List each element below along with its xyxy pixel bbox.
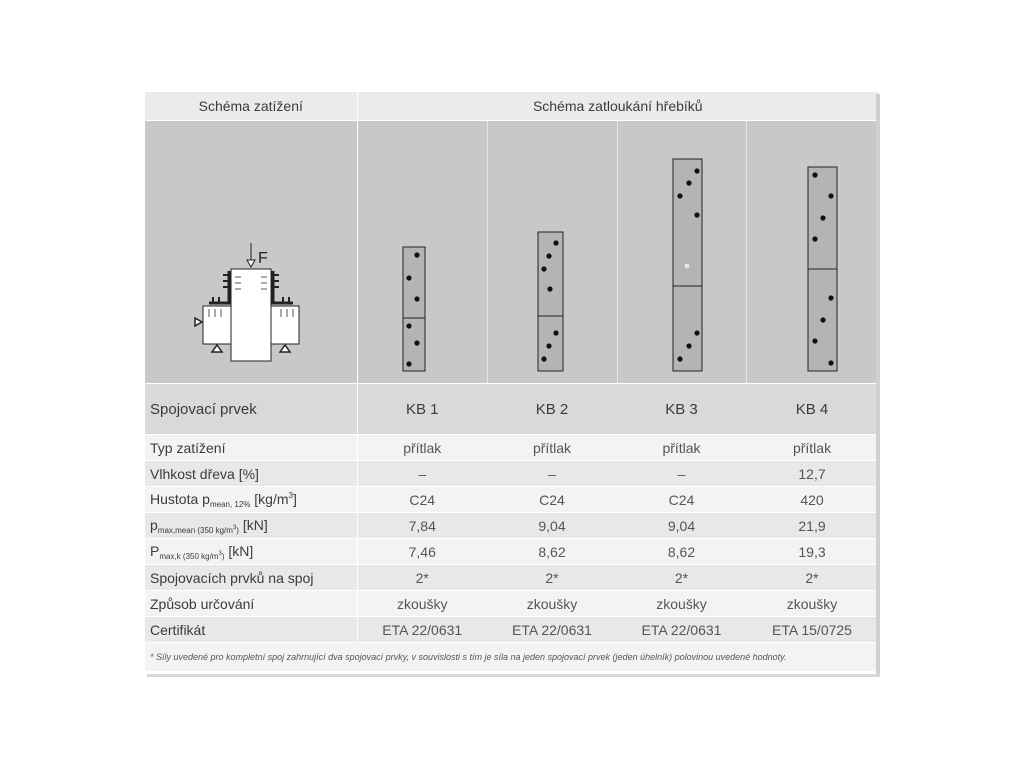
load-scheme-heading: Schéma zatížení <box>145 92 357 121</box>
table-cell: ETA 22/0631 <box>487 617 617 643</box>
nail-pattern-kb1 <box>358 121 488 383</box>
force-arrow-head <box>247 260 255 267</box>
table-cell: 7,84 <box>357 513 487 539</box>
specification-sheet <box>145 92 878 674</box>
load-scheme-diagram <box>145 121 357 383</box>
row-label: Typ zatížení <box>145 435 357 461</box>
left-bearing-support-icon <box>212 345 222 352</box>
table-cell: 12,7 <box>746 461 878 487</box>
table-cell: 2* <box>746 565 878 591</box>
row-label <box>145 513 357 539</box>
connector-label: Spojovací prvek <box>145 384 357 435</box>
table-cell: 7,46 <box>357 539 487 565</box>
nail-pattern-kb1-cell <box>357 121 487 384</box>
sheet-shadow-bottom <box>147 674 880 677</box>
pilot-hole <box>684 264 689 269</box>
table-row-moisture <box>145 461 878 487</box>
nail-pattern-kb3 <box>618 121 747 383</box>
table-cell: ETA 15/0725 <box>746 617 878 643</box>
force-label: F <box>258 250 268 267</box>
table-row-density <box>145 487 878 513</box>
table-cell: C24 <box>357 487 487 513</box>
subscript-close: ) <box>221 551 225 561</box>
table-row-pmax-mean <box>145 513 878 539</box>
table-cell: zkoušky <box>746 591 878 617</box>
label-text: Hustota <box>150 490 203 507</box>
load-scheme-cell <box>145 121 357 384</box>
connector-table <box>145 92 878 672</box>
right-support-block <box>271 306 299 344</box>
column-header-kb2: KB 2 <box>487 384 617 435</box>
table-cell: ETA 22/0631 <box>617 617 746 643</box>
sheet-shadow-right <box>876 94 880 676</box>
table-cell: přítlak <box>617 435 746 461</box>
table-row-load-type <box>145 435 878 461</box>
nail-pattern-kb3-cell <box>617 121 746 384</box>
table-row-count <box>145 565 878 591</box>
table-row-certificate <box>145 617 878 643</box>
connector-row <box>145 384 878 435</box>
label-subscript <box>158 526 239 535</box>
table-cell: přítlak <box>487 435 617 461</box>
nail-pattern-kb2 <box>488 121 618 383</box>
table-cell: C24 <box>617 487 746 513</box>
label-close: ] <box>292 490 297 507</box>
table-cell: zkoušky <box>357 591 487 617</box>
table-cell: přítlak <box>357 435 487 461</box>
diagram-row <box>145 121 878 384</box>
table-cell: – <box>487 461 617 487</box>
row-label: Spojovacích prvků na spoj <box>145 565 357 591</box>
subscript-text: max,mean (350 kg/m <box>157 525 233 535</box>
lateral-support-icon <box>195 318 202 326</box>
table-cell: 9,04 <box>487 513 617 539</box>
subscript-text: max,k (350 kg/m <box>159 551 219 561</box>
table-cell: 9,04 <box>617 513 746 539</box>
nail-scheme-heading: Schéma zatloukání hřebíků <box>357 92 878 121</box>
table-cell: 2* <box>357 565 487 591</box>
subscript-sup: 3 <box>218 550 222 557</box>
column-header-kb1: KB 1 <box>357 384 487 435</box>
plate <box>538 232 563 371</box>
table-cell: zkoušky <box>487 591 617 617</box>
column-header-kb3: KB 3 <box>617 384 746 435</box>
row-label <box>145 487 357 513</box>
row-label <box>145 539 357 565</box>
nail-pattern-kb2-cell <box>487 121 617 384</box>
subscript-sup: 3 <box>232 524 237 531</box>
label-superscript: 3 <box>288 490 293 500</box>
table-cell: 8,62 <box>617 539 746 565</box>
subscript-close: ) <box>236 525 239 535</box>
table-row-pmax-k <box>145 539 878 565</box>
column-header-kb4: KB 4 <box>746 384 878 435</box>
table-cell: 21,9 <box>746 513 878 539</box>
table-cell: zkoušky <box>617 591 746 617</box>
left-support-block <box>203 306 231 344</box>
table-cell: – <box>357 461 487 487</box>
footnote-row <box>145 643 878 672</box>
table-cell: 420 <box>746 487 878 513</box>
table-cell: 8,62 <box>487 539 617 565</box>
table-cell: přítlak <box>746 435 878 461</box>
label-symbol: P <box>150 542 160 559</box>
table-row-method <box>145 591 878 617</box>
label-unit: [kN] <box>238 516 268 533</box>
table-cell: 19,3 <box>746 539 878 565</box>
row-label: Způsob určování <box>145 591 357 617</box>
row-label: Certifikát <box>145 617 357 643</box>
label-subscript: mean, 12% <box>209 499 251 509</box>
label-unit: [kg/m <box>250 490 289 507</box>
plate <box>403 247 425 371</box>
label-symbol: p <box>150 516 158 533</box>
nail-pattern-kb4 <box>747 121 879 383</box>
nail-pattern-kb4-cell <box>746 121 878 384</box>
table-cell: 2* <box>487 565 617 591</box>
label-subscript <box>159 552 224 561</box>
table-cell: ETA 22/0631 <box>357 617 487 643</box>
table-cell: – <box>617 461 746 487</box>
footnote: * Síly uvedené pro kompletní spoj zahrnující dva spojovací prvky, v souvislosti s tím je síla na jeden spojovací prvek (jeden úhelník) polovinou uvedené hodnoty. <box>145 643 878 672</box>
table-header-row <box>145 92 878 121</box>
table-cell: 2* <box>617 565 746 591</box>
right-bearing-support-icon <box>280 345 290 352</box>
row-label: Vlhkost dřeva [%] <box>145 461 357 487</box>
table-cell: C24 <box>487 487 617 513</box>
label-symbol: p <box>202 490 210 507</box>
label-unit: [kN] <box>224 542 254 559</box>
